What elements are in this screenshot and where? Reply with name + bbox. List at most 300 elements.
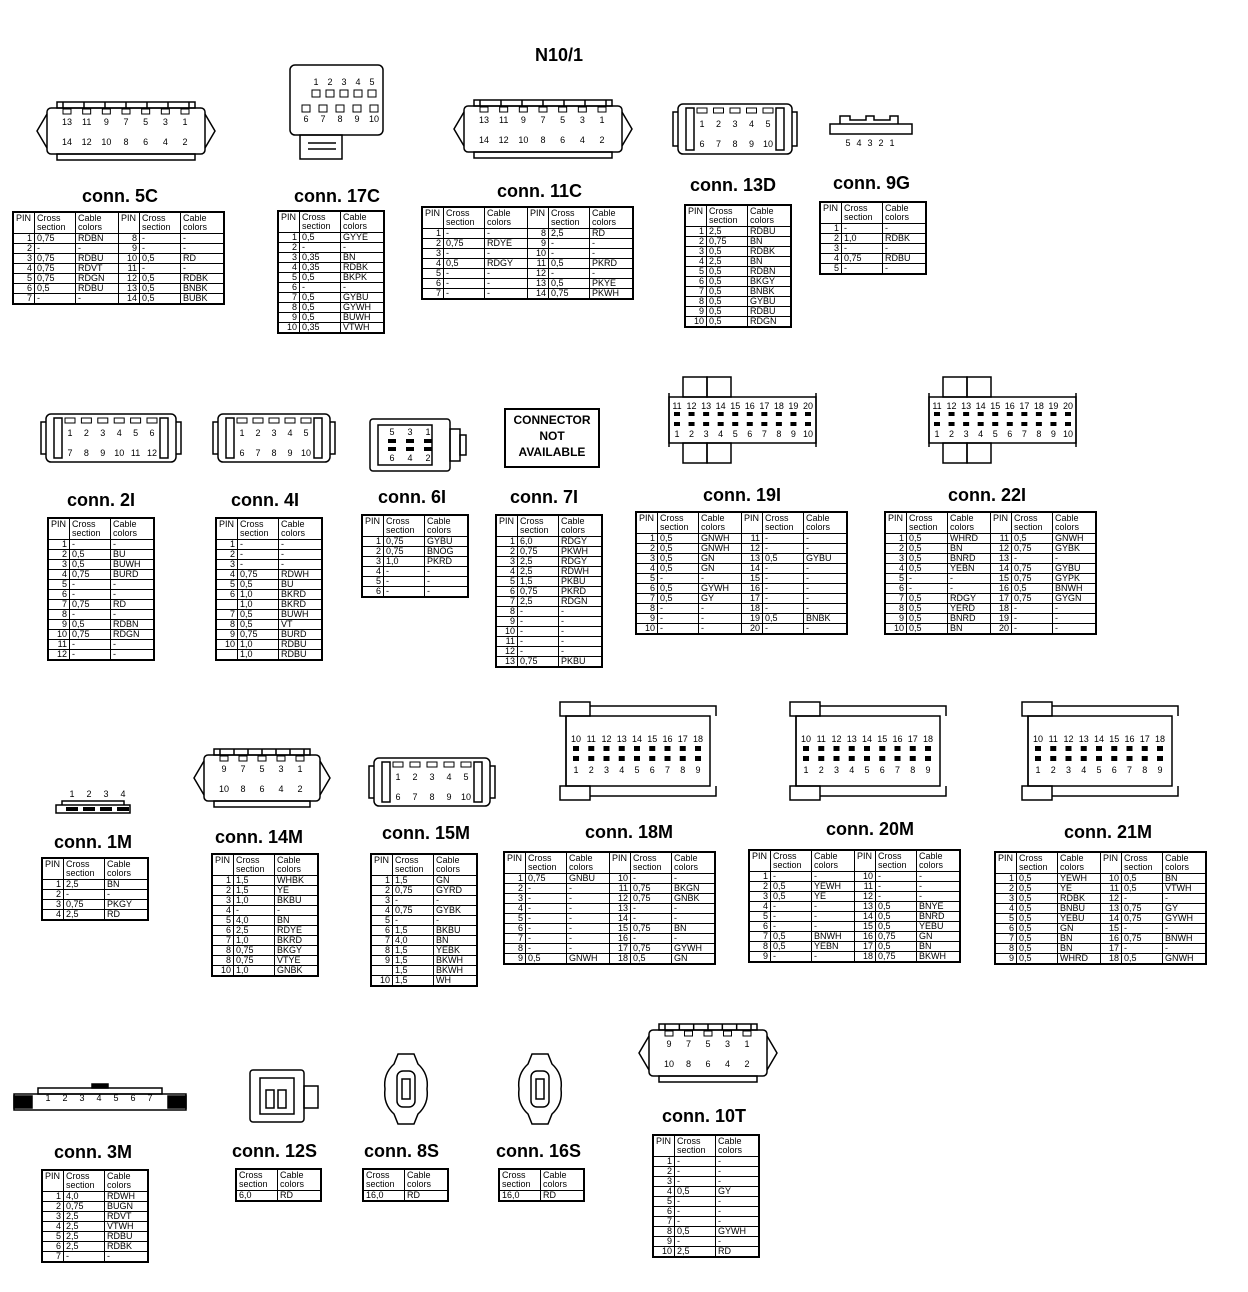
pin-number: 2: [62, 1093, 68, 1103]
pin-number: 11: [130, 448, 141, 458]
pin-slot: [65, 418, 75, 423]
table-cell: 0,75: [70, 630, 111, 640]
table-cell: 2: [278, 243, 300, 253]
pin-table-5c: [12, 211, 225, 305]
table-cell: BN: [748, 257, 792, 267]
table-cell: 1,5: [234, 876, 275, 886]
table-cell: BKBU: [275, 896, 319, 906]
table-cell: 10: [610, 874, 631, 884]
table-row: [212, 896, 318, 906]
table-cell: -: [393, 896, 434, 906]
table-cell: 0,5: [1017, 924, 1058, 934]
connector-17c-drawing: [288, 63, 385, 161]
table-row: [48, 610, 154, 620]
pin-number: 16: [1004, 401, 1015, 411]
table-cell: RDBU: [76, 254, 119, 264]
pin-number: 9: [520, 115, 526, 125]
table-row: [363, 1191, 448, 1202]
table-cell: BNRD: [948, 614, 991, 624]
table-cell: -: [485, 229, 528, 239]
pin-table-19i: [635, 511, 848, 635]
table-row: [636, 564, 847, 574]
table-cell: -: [812, 872, 855, 882]
pin-number: 5: [113, 1093, 119, 1103]
table-cell: 5: [749, 912, 771, 922]
table-cell: -: [948, 584, 991, 594]
table-cell: 8: [496, 607, 518, 617]
table-cell: -: [804, 544, 848, 554]
table-cell: 4: [422, 259, 444, 269]
table-row: [42, 1222, 148, 1232]
table-cell: 3: [636, 554, 658, 564]
cable-colors-header: Cable colors: [105, 1170, 149, 1192]
table-cell: 8: [119, 234, 140, 244]
pin-slot: [743, 1031, 751, 1036]
pin-number: 15: [647, 734, 658, 744]
pin-number: 6: [395, 792, 401, 802]
pin-number: 8: [540, 135, 546, 145]
connector-title: conn. 1M: [54, 832, 133, 852]
table-cell: YEBU: [1058, 914, 1101, 924]
pin-slot: [480, 107, 488, 112]
table-cell: RDGN: [76, 274, 119, 284]
table-row: [48, 650, 154, 661]
table-cell: 13: [496, 657, 518, 668]
table-row: [216, 640, 322, 650]
connector-title: conn. 18M: [585, 822, 674, 842]
pin-number: 2: [689, 429, 695, 439]
pin-number: 13: [1078, 734, 1089, 744]
pin-slot: [161, 109, 169, 114]
pin-number: 8: [685, 1059, 692, 1069]
pin-number: 9: [790, 429, 796, 439]
table-cell: 20: [742, 624, 763, 635]
pin-header: PIN: [362, 515, 384, 537]
pin-number: 1: [313, 77, 319, 87]
table-row: [653, 1217, 759, 1227]
table-cell: 0,35: [300, 253, 341, 263]
connector-title: conn. 20M: [826, 819, 915, 839]
cable-colors-header: Cable colors: [105, 858, 149, 880]
table-cell: BUWH: [111, 560, 155, 570]
table-row: [212, 916, 318, 926]
table-cell: 10: [1101, 874, 1122, 884]
pin-number: 15: [877, 734, 888, 744]
connector-title: conn. 21M: [1064, 822, 1153, 842]
pin-number: 2: [1050, 765, 1056, 775]
table-cell: GYPK: [1053, 574, 1097, 584]
table-cell: -: [842, 224, 883, 234]
cross-section-header: Cross section: [518, 515, 559, 537]
table-cell: 3: [362, 557, 384, 567]
table-cell: 0,75: [518, 547, 559, 557]
table-cell: 14: [1101, 914, 1122, 924]
pin-number: 13: [846, 734, 857, 744]
table-cell: 12: [528, 269, 549, 279]
table-row: [371, 936, 477, 946]
pin-header: PIN: [13, 212, 35, 234]
table-cell: 0,5: [876, 902, 917, 912]
table-cell: -: [559, 627, 603, 637]
table-cell: -: [526, 944, 567, 954]
pin-number: 18: [922, 734, 934, 744]
table-cell: 0,75: [35, 264, 76, 274]
table-row: [749, 912, 960, 922]
table-cell: -: [111, 640, 155, 650]
pin-number: 4: [978, 429, 984, 439]
cable-colors-header: Cable colors: [748, 205, 792, 227]
table-row: [820, 234, 926, 244]
table-cell: PKBU: [559, 657, 603, 668]
pin-slot: [83, 109, 91, 114]
connector-19i-drawing: [665, 375, 820, 465]
table-cell: 0,75: [64, 1202, 105, 1212]
table-cell: -: [804, 534, 848, 544]
cable-colors-header: Cable colors: [917, 850, 961, 872]
pin-number: 15: [730, 401, 741, 411]
table-row: [371, 896, 477, 906]
table-cell: GN: [917, 932, 961, 942]
table-cell: BNYE: [917, 902, 961, 912]
table-cell: RDWH: [559, 567, 603, 577]
pin-number: 7: [685, 1039, 692, 1049]
table-cell: -: [70, 640, 111, 650]
table-cell: 4: [42, 910, 64, 921]
table-cell: -: [444, 249, 485, 259]
table-cell: 14: [610, 914, 631, 924]
table-cell: 0,5: [1017, 894, 1058, 904]
table-cell: 0,5: [549, 279, 590, 289]
table-cell: RDBU: [76, 284, 119, 294]
table-row: [371, 906, 477, 916]
table-cell: BKWH: [434, 966, 478, 976]
table-cell: -: [1012, 554, 1053, 564]
table-row: [820, 244, 926, 254]
table-cell: GYBU: [425, 537, 469, 547]
table-row: [362, 557, 468, 567]
pin-number: 1: [934, 429, 940, 439]
table-cell: -: [140, 234, 181, 244]
table-cell: 1: [504, 874, 526, 884]
table-cell: 9: [278, 313, 300, 323]
table-cell: 9: [528, 239, 549, 249]
table-row: [885, 624, 1096, 635]
table-cell: 5: [820, 264, 842, 275]
table-cell: -: [279, 560, 323, 570]
table-cell: 1: [212, 876, 234, 886]
table-cell: 16: [742, 584, 763, 594]
connector-title: conn. 3M: [54, 1142, 133, 1162]
table-cell: BU: [111, 550, 155, 560]
table-cell: -: [883, 224, 927, 234]
table-cell: -: [658, 624, 699, 635]
table-cell: -: [812, 912, 855, 922]
table-cell: 9: [636, 614, 658, 624]
table-cell: 0,75: [1122, 914, 1163, 924]
table-cell: 4: [362, 567, 384, 577]
table-row: [636, 624, 847, 635]
table-cell: RD: [590, 229, 634, 239]
cross-section-header: Cross section: [526, 852, 567, 874]
table-cell: 6: [995, 924, 1017, 934]
table-row: [685, 307, 791, 317]
pin-number: 10: [802, 429, 814, 439]
table-row: [653, 1247, 759, 1258]
table-cell: 9: [885, 614, 907, 624]
table-cell: 15: [742, 574, 763, 584]
table-cell: 3: [422, 249, 444, 259]
table-cell: 14: [855, 912, 876, 922]
table-cell: -: [485, 249, 528, 259]
table-cell: -: [842, 264, 883, 275]
pin-number: 1: [45, 1093, 51, 1103]
pin-slot: [81, 418, 91, 423]
pin-number: 17: [677, 734, 688, 744]
cross-section-header: Cross section: [234, 854, 275, 876]
table-cell: -: [485, 269, 528, 279]
table-cell: 1,0: [238, 640, 279, 650]
pin-number: 8: [337, 114, 343, 124]
table-cell: BUWH: [279, 610, 323, 620]
cross-section-header: Cross section: [64, 858, 105, 880]
table-cell: 2: [504, 884, 526, 894]
pin-number: 12: [81, 137, 92, 147]
table-cell: BKGY: [275, 946, 319, 956]
table-cell: 2: [749, 882, 771, 892]
pin-number: 2: [878, 138, 884, 148]
table-cell: RDGY: [948, 594, 991, 604]
table-cell: BKGN: [672, 884, 716, 894]
table-cell: VTWH: [341, 323, 385, 334]
connector-12s-drawing: [248, 1068, 322, 1124]
table-cell: 12: [1101, 894, 1122, 904]
pin-number: 10: [218, 784, 230, 794]
table-row: [496, 537, 602, 547]
cable-colors-header: Cable colors: [559, 515, 603, 537]
table-cell: -: [393, 916, 434, 926]
cross-section-header: Cross section: [1122, 852, 1163, 874]
table-cell: 0,5: [1122, 954, 1163, 965]
table-row: [216, 580, 322, 590]
table-cell: -: [70, 540, 111, 550]
table-cell: 7: [278, 293, 300, 303]
table-cell: 0,5: [70, 550, 111, 560]
cross-section-header: Cross section: [35, 212, 76, 234]
pin-number: 9: [100, 448, 106, 458]
table-cell: 8: [749, 942, 771, 952]
pin-slot: [301, 418, 311, 423]
table-cell: 7: [504, 934, 526, 944]
table-cell: 0,75: [393, 886, 434, 896]
table-cell: BN: [748, 237, 792, 247]
table-cell: 4: [42, 1222, 64, 1232]
table-row: [885, 544, 1096, 554]
pin-number: 6: [705, 1059, 711, 1069]
table-row: [13, 254, 224, 264]
table-cell: 3: [42, 1212, 64, 1222]
table-cell: 3: [371, 896, 393, 906]
table-cell: 9: [653, 1237, 675, 1247]
table-cell: -: [111, 610, 155, 620]
pin-slot: [277, 756, 285, 761]
pin-number: 7: [761, 429, 767, 439]
table-cell: 12: [991, 544, 1012, 554]
table-cell: YEWH: [812, 882, 855, 892]
pin-number: 10: [800, 734, 812, 744]
pin-number: 6: [879, 765, 885, 775]
table-cell: 6: [885, 584, 907, 594]
table-cell: 6: [371, 926, 393, 936]
table-cell: 0,5: [300, 233, 341, 243]
table-row: [995, 904, 1206, 914]
table-cell: -: [699, 614, 742, 624]
table-cell: 17: [991, 594, 1012, 604]
table-cell: 3: [13, 254, 35, 264]
cable-colors-header: Cable colors: [279, 518, 323, 540]
connector-title: conn. 10T: [662, 1106, 747, 1126]
table-cell: 3: [212, 896, 234, 906]
table-row: [685, 287, 791, 297]
table-cell: 18: [742, 604, 763, 614]
table-cell: VTWH: [105, 1222, 149, 1232]
table-cell: 0,75: [631, 894, 672, 904]
pin-number: 11: [816, 734, 826, 744]
table-cell: 2: [42, 1202, 64, 1212]
cross-section-header: Cross section: [70, 518, 111, 540]
pin-number: 7: [320, 114, 326, 124]
table-row: [216, 650, 322, 661]
table-cell: 8: [636, 604, 658, 614]
table-cell: 12: [496, 647, 518, 657]
table-row: [42, 1232, 148, 1242]
pin-slot: [559, 107, 567, 112]
table-row: [278, 293, 384, 303]
pin-number: 18: [1033, 401, 1044, 411]
pin-number: 3: [79, 1093, 85, 1103]
table-cell: -: [804, 584, 848, 594]
connector-title: conn. 17C: [294, 186, 381, 206]
table-cell: -: [559, 647, 603, 657]
table-row: [885, 574, 1096, 584]
table-cell: -: [105, 890, 149, 900]
table-row: [496, 647, 602, 657]
table-cell: 5: [685, 267, 707, 277]
table-cell: 1: [362, 537, 384, 547]
pin-number: 17: [907, 734, 918, 744]
table-row: [820, 254, 926, 264]
cable-colors-header: Cable colors: [716, 1135, 760, 1157]
table-cell: -: [425, 567, 469, 577]
pin-header: PIN: [685, 205, 707, 227]
table-row: [42, 900, 148, 910]
table-cell: -: [804, 624, 848, 635]
pin-header: PIN: [504, 852, 526, 874]
table-cell: PKRD: [590, 259, 634, 269]
table-cell: RDBU: [279, 650, 323, 661]
pin-number: 1: [889, 138, 895, 148]
table-cell: 1,0: [234, 896, 275, 906]
cross-section-header: Cross section: [1017, 852, 1058, 874]
table-cell: 13: [1101, 904, 1122, 914]
table-row: [278, 323, 384, 334]
table-row: [653, 1177, 759, 1187]
pin-slot: [697, 108, 707, 113]
table-cell: -: [883, 264, 927, 275]
table-cell: 3: [685, 247, 707, 257]
table-cell: -: [238, 550, 279, 560]
cable-colors-header: Cable colors: [434, 854, 478, 876]
pin-number: 5: [303, 428, 309, 438]
pin-header: PIN: [820, 202, 842, 224]
table-cell: BKGY: [748, 277, 792, 287]
cable-colors-header: Cable colors: [1058, 852, 1101, 874]
table-cell: 0,75: [238, 630, 279, 640]
pin-number: 12: [601, 734, 612, 744]
table-cell: -: [35, 294, 76, 305]
connector-title: conn. 12S: [232, 1141, 318, 1161]
table-cell: 3: [42, 900, 64, 910]
table-cell: 1,0: [234, 936, 275, 946]
table-row: [371, 946, 477, 956]
table-cell: 9: [496, 617, 518, 627]
table-cell: RD: [716, 1247, 760, 1258]
table-cell: YE: [812, 892, 855, 902]
table-cell: -: [567, 934, 610, 944]
table-row: [42, 910, 148, 921]
pin-slot: [296, 756, 304, 761]
table-row: [504, 874, 715, 884]
cable-colors-header: Cable colors: [590, 207, 634, 229]
table-cell: 5: [13, 274, 35, 284]
table-row: [685, 247, 791, 257]
pin-table-10t: [652, 1134, 760, 1258]
pin-slot: [427, 762, 437, 767]
table-cell: -: [181, 264, 225, 274]
table-cell: GNWH: [1053, 534, 1097, 544]
table-cell: -: [567, 944, 610, 954]
table-cell: 5: [48, 580, 70, 590]
table-cell: 2,5: [707, 257, 748, 267]
table-row: [995, 934, 1206, 944]
pin-number: 10: [460, 792, 472, 802]
pin-header: PIN: [371, 854, 393, 876]
table-row: [885, 584, 1096, 594]
pin-number: 10: [1062, 429, 1074, 439]
table-row: [278, 283, 384, 293]
table-cell: RDBK: [181, 274, 225, 284]
table-cell: 4: [212, 906, 234, 916]
table-row: [422, 289, 633, 300]
table-cell: 7: [496, 597, 518, 607]
table-cell: 0,75: [384, 547, 425, 557]
table-cell: 2: [685, 237, 707, 247]
table-cell: RDWH: [105, 1192, 149, 1202]
table-cell: 0,5: [1017, 914, 1058, 924]
pin-number: 7: [67, 448, 73, 458]
table-cell: 0,75: [631, 944, 672, 954]
table-row: [42, 1242, 148, 1252]
table-cell: RDBK: [1058, 894, 1101, 904]
connector-title: conn. 15M: [382, 823, 471, 843]
table-cell: 0,5: [140, 254, 181, 264]
table-cell: -: [716, 1177, 760, 1187]
pin-number: 13: [701, 401, 712, 411]
connector-11c-drawing: [452, 98, 634, 160]
table-cell: -: [35, 244, 76, 254]
table-cell: -: [675, 1207, 716, 1217]
pin-header: PIN: [278, 211, 300, 233]
table-cell: 0,5: [238, 610, 279, 620]
